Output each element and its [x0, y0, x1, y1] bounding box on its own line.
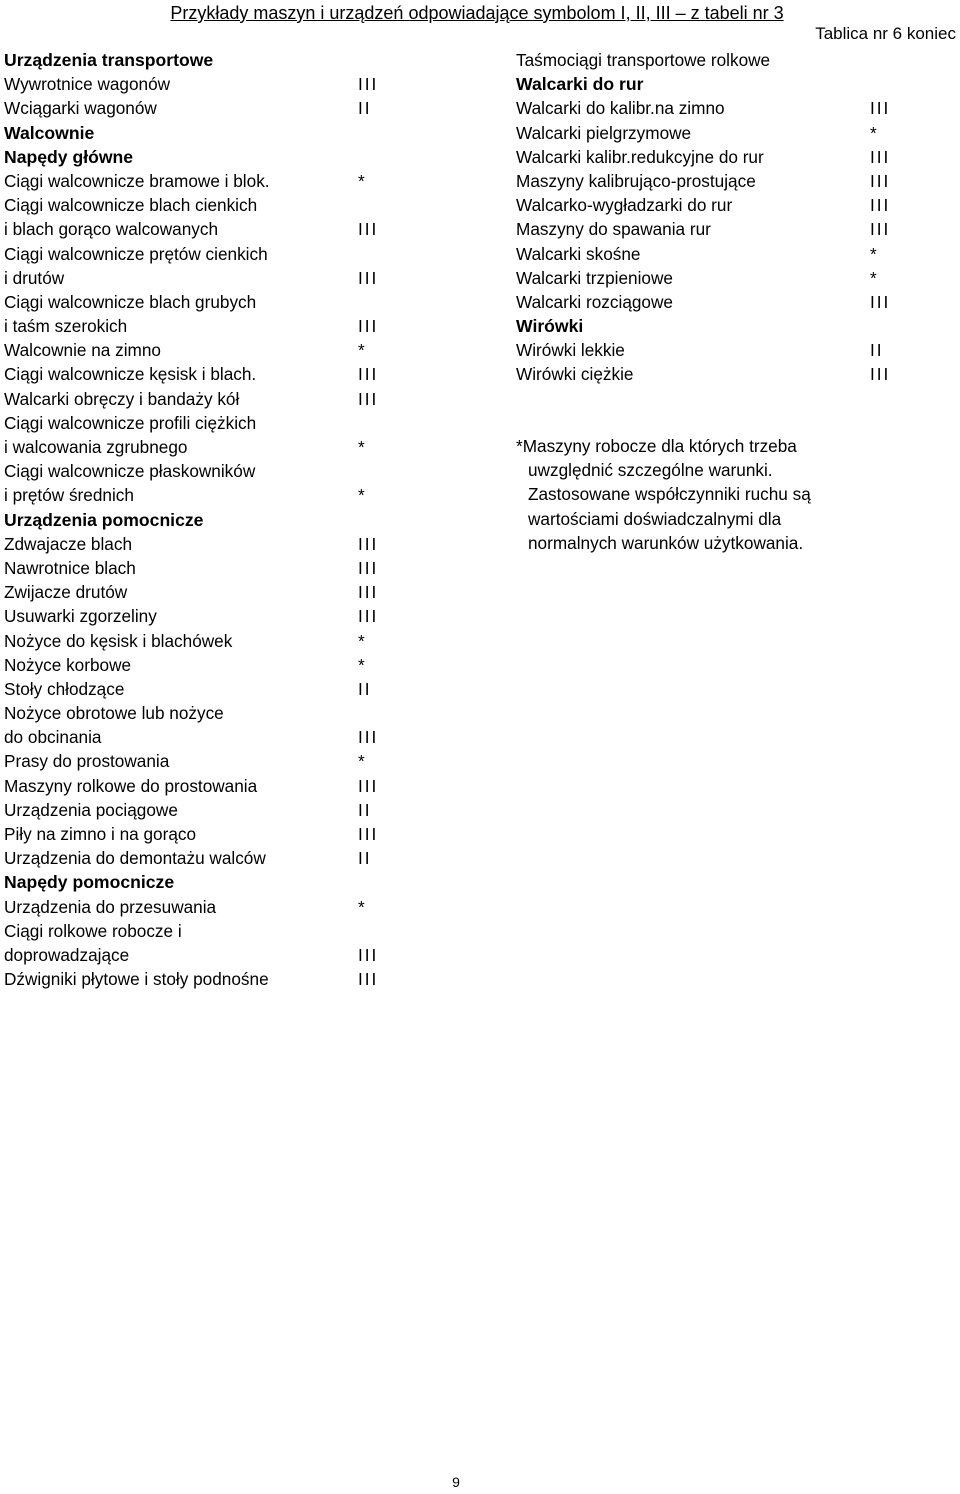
row-symbol: III [870, 219, 891, 240]
row-symbol: III [358, 267, 379, 288]
row-symbol: III [358, 727, 379, 748]
table-row [4, 822, 444, 846]
table-row [4, 725, 444, 749]
row-label: Walcarki rozciągowe [516, 291, 673, 312]
table-row [516, 121, 956, 145]
row-label: Zwijacze drutów [4, 582, 128, 603]
table-row [516, 169, 956, 193]
row-symbol: III [870, 364, 891, 385]
row-symbol: III [358, 74, 379, 95]
row-label: Wirówki [516, 316, 584, 337]
table-row [516, 362, 956, 386]
row-label: Wirówki ciężkie [516, 364, 634, 385]
row-label: Walcarki do rur [516, 74, 644, 95]
row-label: Walcarki do kalibr.na zimno [516, 98, 725, 119]
table-row [4, 774, 444, 798]
row-symbol: III [358, 557, 379, 578]
table-row [4, 217, 444, 241]
row-symbol: III [358, 582, 379, 603]
row-label: Walcarki kalibr.redukcyjne do rur [516, 146, 764, 167]
table-row [4, 701, 444, 725]
row-label: Walcarki trzpieniowe [516, 267, 673, 288]
section-heading [516, 72, 956, 96]
row-label: Walcarki skośne [516, 243, 641, 264]
table-row [4, 290, 444, 314]
row-symbol: III [870, 170, 891, 191]
table-row [516, 338, 956, 362]
table-row [4, 242, 444, 266]
row-label: Walcownie [4, 122, 95, 143]
row-symbol: III [358, 364, 379, 385]
table-row [4, 459, 444, 483]
table-row [516, 217, 956, 241]
table-row [4, 967, 444, 991]
row-label: Nawrotnice blach [4, 557, 136, 578]
row-label: Ciągi walcownicze profili ciężkich [4, 412, 257, 433]
row-symbol: II [358, 799, 372, 820]
row-symbol: III [358, 606, 379, 627]
table-row [4, 919, 444, 943]
table-row [4, 338, 444, 362]
table-number: Tablica nr 6 koniec [815, 24, 956, 43]
table-row [4, 895, 444, 919]
row-label: Nożyce do kęsisk i blachówek [4, 630, 233, 651]
footnote-line: uwzględnić szczególne warunki. [528, 460, 773, 481]
table-row [516, 242, 956, 266]
row-label: Ciągi walcownicze blach cienkich [4, 195, 258, 216]
table-row [4, 677, 444, 701]
table-row [4, 387, 444, 411]
row-label: Urządzenia pomocnicze [4, 509, 204, 530]
row-label: Napędy główne [4, 146, 134, 167]
table-row [4, 580, 444, 604]
table-row [516, 96, 956, 120]
page-number: 9 [452, 1474, 460, 1490]
right-column [516, 48, 956, 387]
row-label: Urządzenia do demontażu walców [4, 848, 266, 869]
row-symbol: * [358, 170, 367, 191]
table-row [4, 532, 444, 556]
section-heading [516, 314, 956, 338]
row-symbol: * [358, 896, 367, 917]
table-row [4, 72, 444, 96]
row-label: Ciągi walcownicze płaskowników [4, 461, 256, 482]
row-label: do obcinania [4, 727, 102, 748]
row-symbol: * [358, 437, 367, 457]
row-label: Ciągi walcownicze blach grubych [4, 291, 257, 312]
row-symbol: * [870, 122, 879, 143]
row-label: Stoły chłodzące [4, 678, 125, 699]
table-row [4, 266, 444, 290]
row-label: i walcowania zgrubnego [4, 437, 188, 457]
row-symbol: III [870, 146, 891, 167]
section-heading [4, 870, 444, 894]
section-heading [4, 145, 444, 169]
row-symbol: III [358, 824, 379, 844]
row-label: Zdwajacze blach [4, 533, 133, 554]
row-symbol: * [358, 654, 367, 675]
row-label: Walcownie na zimno [4, 340, 161, 361]
row-label: Ciągi walcownicze prętów cienkich [4, 243, 268, 264]
row-label: Wirówki lekkie [516, 340, 625, 361]
row-symbol: III [358, 944, 379, 965]
row-label: Maszyny do spawania rur [516, 219, 711, 240]
row-label: Wciągarki wagonów [4, 98, 157, 119]
row-symbol: III [358, 219, 379, 240]
table-row [516, 266, 956, 290]
table-row [4, 193, 444, 217]
table-row [4, 96, 444, 120]
row-symbol: II [870, 340, 884, 361]
row-label: Nożyce korbowe [4, 654, 132, 675]
table-row [516, 193, 956, 217]
row-label: Dźwigniki płytowe i stoły podnośne [4, 969, 269, 990]
table-row [4, 846, 444, 870]
row-symbol: * [870, 243, 879, 264]
table-row [4, 798, 444, 822]
footnote [516, 434, 811, 555]
row-label: Wywrotnice wagonów [4, 74, 171, 95]
table-row [4, 362, 444, 386]
row-label: Ciągi walcownicze bramowe i blok. [4, 170, 270, 191]
row-symbol: * [358, 340, 367, 361]
section-heading [4, 508, 444, 532]
table-row [4, 169, 444, 193]
row-label: Ciągi rolkowe robocze i [4, 920, 182, 941]
page-title: Przykłady maszyn i urządzeń odpowiadające symbolom I, II, III – z tabeli nr 3 [170, 3, 784, 23]
row-label: i blach gorąco walcowanych [4, 219, 219, 240]
row-label: Nożyce obrotowe lub nożyce [4, 703, 224, 724]
row-label: Prasy do prostowania [4, 751, 170, 772]
row-label: Usuwarki zgorzeliny [4, 606, 157, 627]
row-symbol: * [870, 267, 879, 288]
row-symbol: II [358, 678, 372, 699]
row-label: Napędy pomocnicze [4, 872, 175, 893]
row-symbol: II [358, 848, 372, 869]
row-label: i taśm szerokich [4, 316, 128, 337]
table-row [516, 48, 956, 72]
table-row [4, 556, 444, 580]
row-symbol: III [870, 195, 891, 216]
row-label: Urządzenia do przesuwania [4, 896, 217, 917]
row-label: Maszyny kalibrująco-prostujące [516, 170, 756, 191]
row-label: Taśmociągi transportowe rolkowe [516, 50, 771, 70]
row-label: doprowadzające [4, 944, 130, 965]
row-label: Walcarko-wygładzarki do rur [516, 195, 733, 216]
footnote-line: wartościami doświadczalnymi dla [528, 508, 782, 529]
row-label: Urządzenia transportowe [4, 50, 214, 70]
row-label: Walcarki obręczy i bandaży kół [4, 388, 240, 409]
row-symbol: III [870, 291, 891, 312]
table-row [516, 290, 956, 314]
row-symbol: * [358, 630, 367, 651]
row-symbol: * [358, 751, 367, 772]
table-row [4, 411, 444, 435]
table-row [4, 749, 444, 773]
row-label: Urządzenia pociągowe [4, 799, 178, 820]
row-label: Piły na zimno i na gorąco [4, 824, 197, 844]
footnote-line: normalnych warunków użytkowania. [528, 532, 804, 553]
table-row [4, 653, 444, 677]
left-column [4, 48, 444, 991]
row-symbol: * [358, 485, 367, 506]
section-heading [4, 121, 444, 145]
row-symbol: III [870, 98, 891, 119]
row-label: Ciągi walcownicze kęsisk i blach. [4, 364, 257, 385]
row-symbol: III [358, 316, 379, 337]
row-symbol: III [358, 388, 379, 409]
row-symbol: III [358, 969, 379, 990]
row-symbol: III [358, 775, 379, 796]
table-row [4, 943, 444, 967]
table-row [4, 483, 444, 507]
section-heading [4, 48, 444, 72]
table-row [4, 629, 444, 653]
table-row [516, 145, 956, 169]
row-label: Walcarki pielgrzymowe [516, 122, 692, 143]
row-symbol: III [358, 533, 379, 554]
footnote-line: Zastosowane współczynniki ruchu są [528, 484, 811, 505]
row-symbol: II [358, 98, 372, 119]
footnote-line: *Maszyny robocze dla których trzeba [516, 436, 797, 456]
table-row [4, 314, 444, 338]
table-row [4, 435, 444, 459]
row-label: i prętów średnich [4, 485, 134, 506]
row-label: i drutów [4, 267, 65, 288]
table-row [4, 604, 444, 628]
row-label: Maszyny rolkowe do prostowania [4, 775, 258, 796]
